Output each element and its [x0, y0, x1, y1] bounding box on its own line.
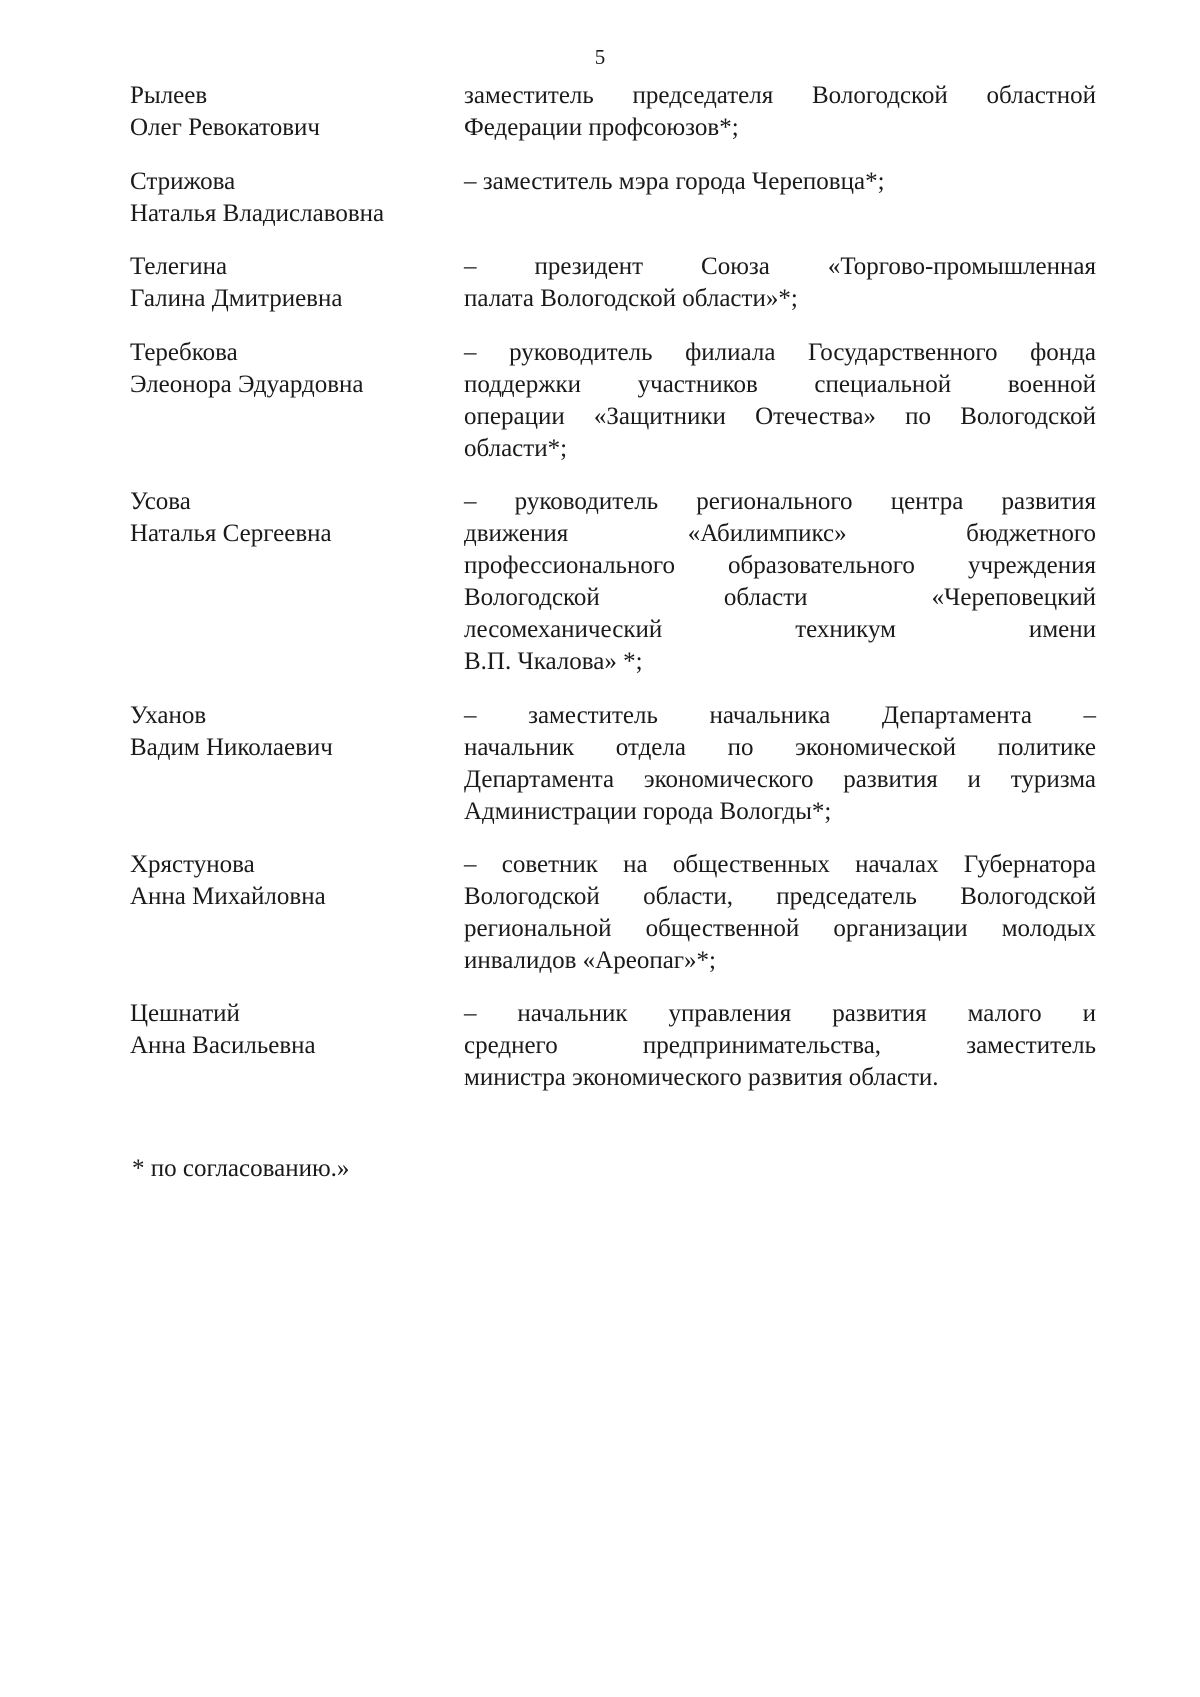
role-line: поддержки участников специальной военной [464, 371, 1096, 398]
role-line: заместитель председателя Вологодской областной [464, 82, 1096, 109]
role-line: – советник на общественных началах Губернатора [464, 851, 1096, 878]
role-line: – начальник управления развития малого и [464, 1000, 1096, 1027]
member-role [464, 700, 1096, 828]
member-role [464, 166, 1096, 198]
member-name [130, 80, 440, 144]
member-surname: Рылеев [130, 82, 208, 109]
role-line: Вологодской области «Череповецкий [464, 584, 1096, 611]
role-line: – руководитель регионального центра развития [464, 488, 1096, 515]
member-given-names: Анна Васильевна [130, 1032, 316, 1059]
role-line: области*; [464, 435, 568, 462]
role-line: Вологодской области, председатель Вологодской [464, 883, 1096, 910]
role-line: профессионального образовательного учреждения [464, 552, 1096, 579]
member-role [464, 486, 1096, 678]
role-line: начальник отдела по экономической политике [464, 734, 1096, 761]
role-line: – президент Союза «Торгово-промышленная [464, 253, 1096, 280]
member-name [130, 166, 440, 230]
member-given-names: Олег Ревокатович [130, 114, 321, 141]
member-role [464, 251, 1096, 315]
member-name [130, 251, 440, 315]
role-line: лесомеханический техникум имени [464, 616, 1096, 643]
role-line: среднего предпринимательства, заместитель [464, 1032, 1096, 1059]
page-number: 5 [594, 45, 606, 69]
member-surname: Цешнатий [130, 1000, 240, 1027]
member-surname: Теребкова [130, 339, 238, 366]
member-surname: Усова [130, 488, 191, 515]
member-role [464, 849, 1096, 977]
role-line: Департамента экономического развития и туризма [464, 766, 1096, 793]
role-line: движения «Абилимпикс» бюджетного [464, 520, 1096, 547]
role-line: министра экономического развития области. [464, 1064, 939, 1091]
member-role [464, 80, 1096, 144]
member-given-names: Анна Михайловна [130, 883, 326, 910]
member-given-names: Вадим Николаевич [130, 734, 333, 761]
member-surname: Уханов [130, 702, 207, 729]
role-line: палата Вологодской области»*; [464, 285, 798, 312]
member-given-names: Галина Дмитриевна [130, 285, 343, 312]
role-line: – руководитель филиала Государственного фонда [464, 339, 1096, 366]
member-surname: Хрястунова [130, 851, 255, 878]
role-line: Администрации города Вологды*; [464, 798, 832, 825]
member-role [464, 337, 1096, 465]
role-line: – заместитель начальника Департамента – [464, 702, 1096, 729]
role-line: Федерации профсоюзов*; [464, 114, 739, 141]
role-line: инвалидов «Ареопаг»*; [464, 947, 717, 974]
member-name [130, 486, 440, 550]
role-line: В.П. Чкалова» *; [464, 648, 643, 675]
footnote: * по согласованию.» [132, 1155, 350, 1182]
role-line: – заместитель мэра города Череповца*; [464, 168, 885, 195]
role-line: операции «Защитники Отечества» по Вологодской [464, 403, 1096, 430]
role-line: региональной общественной организации молодых [464, 915, 1096, 942]
member-surname: Телегина [130, 253, 228, 280]
member-given-names: Элеонора Эдуардовна [130, 371, 364, 398]
member-given-names: Наталья Сергеевна [130, 520, 332, 547]
member-surname: Стрижова [130, 168, 236, 195]
member-name [130, 337, 440, 401]
member-name [130, 998, 440, 1062]
member-name [130, 849, 440, 913]
member-given-names: Наталья Владиславовна [130, 200, 385, 227]
member-name [130, 700, 440, 764]
member-role [464, 998, 1096, 1094]
